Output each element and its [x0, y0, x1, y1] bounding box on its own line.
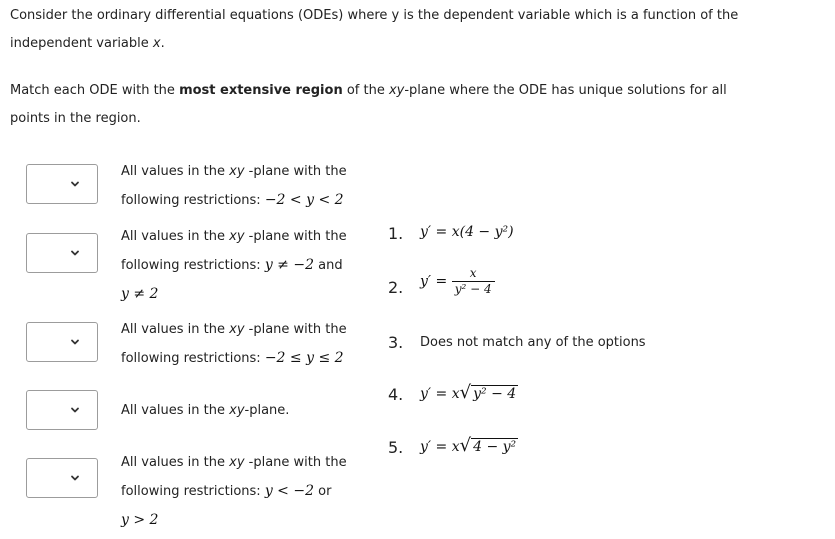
equation-lhs: y′ = x	[420, 386, 460, 402]
option-number: 1.	[388, 224, 404, 243]
region-text: All values in the	[121, 229, 230, 244]
region-xy: xy	[229, 164, 245, 179]
chevron-down-icon	[69, 472, 81, 484]
sqrt-symbol: √ 4 − y²	[459, 435, 517, 456]
region-description-2	[121, 223, 371, 309]
chevron-down-icon	[69, 178, 81, 190]
region-select-1[interactable]	[26, 164, 98, 204]
equation-lhs: y′ = x	[420, 439, 460, 455]
region-xy: xy	[229, 403, 245, 418]
region-condition: −2 < y < 2	[264, 192, 344, 208]
option-number: 2.	[388, 278, 404, 297]
fraction-denominator: y² − 4	[454, 282, 492, 296]
region-restrictions-label: following restrictions:	[121, 193, 261, 208]
region-description-3	[121, 316, 371, 373]
intro-text-1: Consider the ordinary differential equations (ODEs) where y is the dependent variable which is a function of the	[10, 8, 739, 23]
region-select-2[interactable]	[26, 233, 98, 273]
equation-lhs: y′ =	[420, 224, 452, 240]
region-connector: or	[318, 484, 332, 499]
sqrt-symbol: √ y² − 4	[459, 382, 517, 403]
option-equation	[420, 224, 514, 240]
region-text: -plane with the	[244, 455, 347, 470]
option-number: 3.	[388, 333, 404, 352]
region-text: All values in the	[121, 164, 230, 179]
region-description-4	[121, 397, 371, 425]
instruction-paragraph	[10, 77, 810, 133]
instruction-bold: most extensive region	[179, 83, 343, 98]
region-select-5[interactable]	[26, 458, 98, 498]
option-equation	[420, 435, 518, 456]
region-condition: y > 2	[121, 512, 159, 528]
region-description-1	[121, 158, 371, 215]
intro-paragraph	[10, 2, 810, 58]
chevron-down-icon	[69, 336, 81, 348]
region-description-5	[121, 449, 371, 535]
chevron-down-icon	[69, 404, 81, 416]
option-number: 4.	[388, 385, 404, 404]
region-select-4[interactable]	[26, 390, 98, 430]
region-text: All values in the	[121, 322, 230, 337]
region-condition: y ≠ −2	[264, 257, 314, 273]
sqrt-radicand: 4 − y²	[473, 439, 517, 455]
chevron-down-icon	[69, 247, 81, 259]
region-restrictions-label: following restrictions:	[121, 258, 261, 273]
region-select-3[interactable]	[26, 322, 98, 362]
equation-lhs: y′ =	[420, 273, 452, 290]
region-text: -plane with the	[244, 164, 347, 179]
region-restrictions-label: following restrictions:	[121, 351, 261, 366]
instruction-text-3: -plane where the ODE has unique solutions for all	[404, 83, 727, 98]
option-number: 5.	[388, 438, 404, 457]
region-condition: −2 ≤ y ≤ 2	[264, 350, 344, 366]
region-text: All values in the	[121, 403, 230, 418]
region-restrictions-label: following restrictions:	[121, 484, 261, 499]
region-text: All values in the	[121, 455, 230, 470]
region-condition: y < −2	[264, 483, 314, 499]
option-equation	[420, 382, 518, 403]
fraction-numerator: x	[452, 266, 495, 282]
region-text: -plane with the	[244, 229, 347, 244]
region-xy: xy	[229, 322, 245, 337]
equation-rhs: x(4 − y²)	[451, 224, 514, 240]
region-xy: xy	[229, 455, 245, 470]
instruction-xy: xy	[388, 83, 405, 98]
instruction-text-2: of the	[342, 83, 389, 98]
option-text: Does not match any of the options	[420, 335, 646, 350]
equation-fraction	[452, 266, 495, 297]
instruction-text-1: Match each ODE with the	[10, 83, 180, 98]
region-text: -plane with the	[244, 322, 347, 337]
intro-var-x: x	[152, 36, 161, 51]
region-text: -plane.	[244, 403, 290, 418]
region-xy: xy	[229, 229, 245, 244]
region-condition: y ≠ 2	[121, 286, 159, 302]
option-equation	[420, 266, 495, 297]
region-connector: and	[318, 258, 343, 273]
intro-text-2: independent variable	[10, 36, 153, 51]
instruction-text-4: points in the region.	[10, 111, 141, 126]
intro-text-period: .	[160, 36, 165, 51]
sqrt-radicand: y² − 4	[473, 386, 517, 402]
